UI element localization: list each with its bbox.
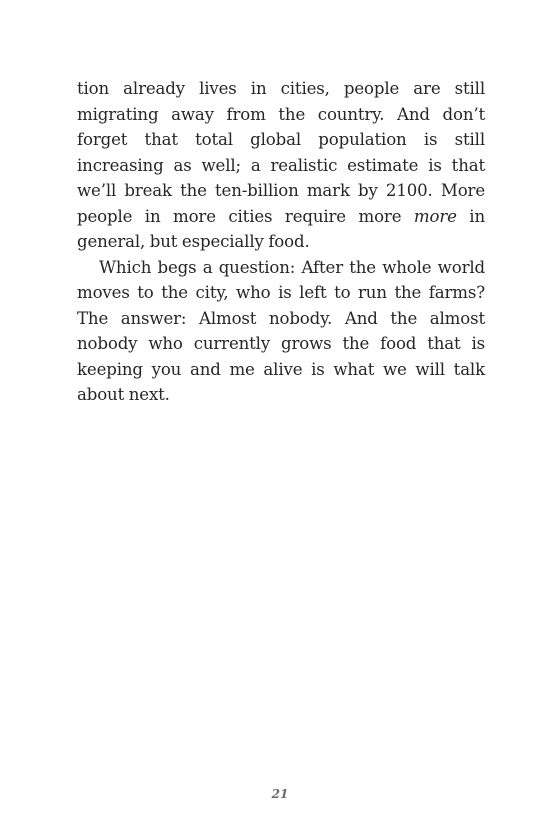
paragraph-1-text-start: tion already lives in cities, people are still migrating away from the country. And don’t forget that total global population is still increasing as well; a realistic estimate is that we’ll break the ten-billion mark by 2100. More people in more cities require more [77,79,485,226]
paragraph-continuation [77,76,485,255]
emphasized-word: more [413,206,457,226]
body-text [77,76,485,408]
paragraph-1-text-end: in general, but especially food. [77,206,485,251]
paragraph-2: Which begs a question: After the whole world moves to the city, who is left to run the farms? The answer: Almost nobody. And the almost nobody who currently grows the food that is keeping you and me alive is what we will talk about next. [77,257,485,404]
page-number: 21 [271,787,289,801]
